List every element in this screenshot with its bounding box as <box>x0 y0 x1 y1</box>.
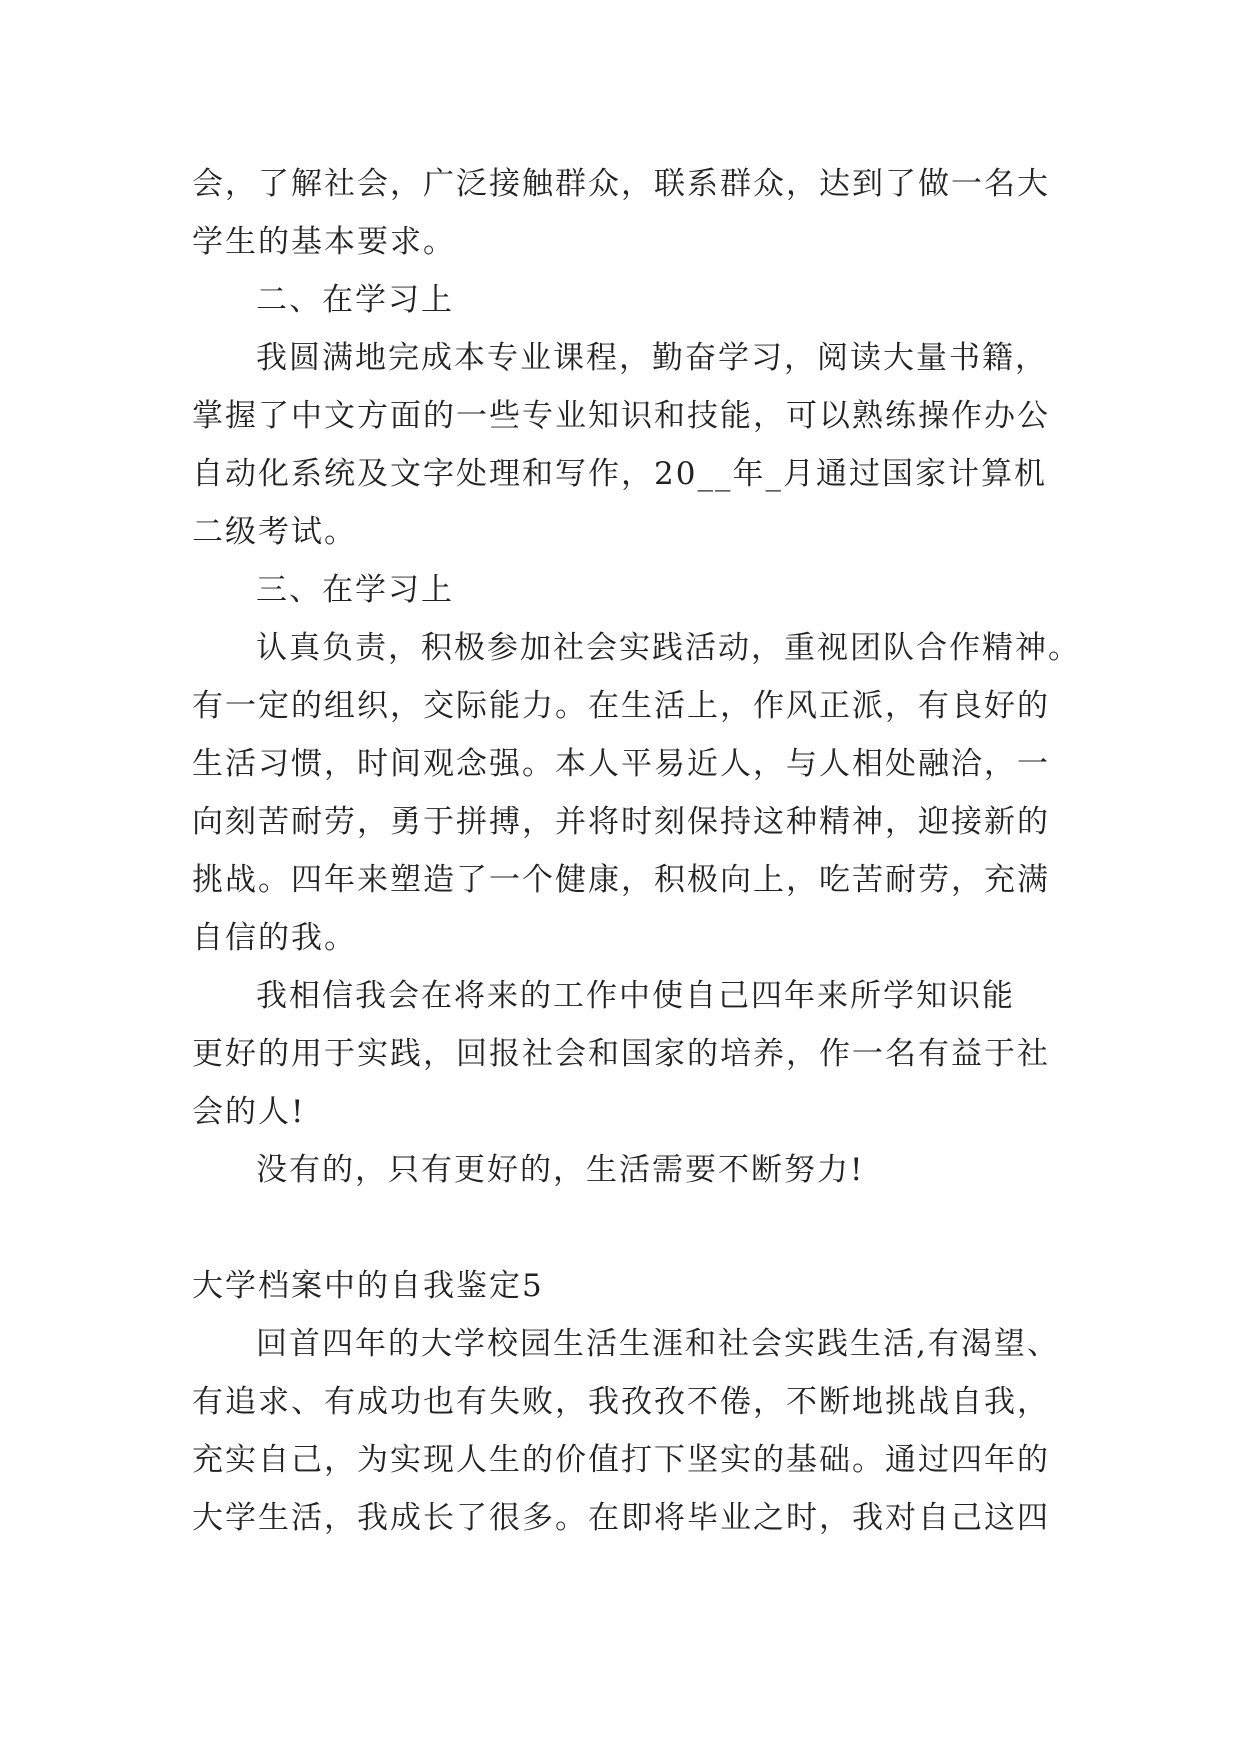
text-line: 大学生活，我成长了很多。在即将毕业之时，我对自己这四 <box>192 1500 1050 1536</box>
text-line: 挑战。四年来塑造了一个健康，积极向上，吃苦耐劳，充满 <box>192 862 1050 898</box>
paragraph-3 <box>192 619 1081 967</box>
paragraph-5 <box>192 1141 1072 1199</box>
document-body <box>192 155 1081 1547</box>
paragraph-1 <box>192 155 1072 271</box>
paragraph-4 <box>192 967 1072 1141</box>
text-line: 更好的用于实践，回报社会和国家的培养，作一名有益于社 <box>192 1036 1050 1072</box>
text-line: 生活习惯，时间观念强。本人平易近人，与人相处融洽，一 <box>192 746 1050 782</box>
text-line: 认真负责，积极参加社会实践活动，重视团队合作精神。 <box>256 630 1081 666</box>
text-line: 回首四年的大学校园生活生涯和社会实践生活,有渴望、 <box>256 1326 1060 1362</box>
text-line: 我相信我会在将来的工作中使自己四年来所学知识能 <box>256 978 1015 1014</box>
text-line: 学生的基本要求。 <box>192 224 456 260</box>
text-line: 自信的我。 <box>192 920 357 956</box>
paragraph-6 <box>192 1315 1072 1547</box>
text-line: 自动化系统及文字处理和写作，20__年_月通过国家计算机 <box>192 456 1047 492</box>
heading-2: 二、在学习上 <box>256 282 454 318</box>
section-spacer <box>192 1199 1072 1257</box>
text-line: 二级考试。 <box>192 514 357 550</box>
paragraph-2 <box>192 329 1072 561</box>
section-title: 大学档案中的自我鉴定5 <box>192 1268 544 1304</box>
text-line: 充实自己，为实现人生的价值打下坚实的基础。通过四年的 <box>192 1442 1050 1478</box>
text-line: 有一定的组织，交际能力。在生活上，作风正派，有良好的 <box>192 688 1050 724</box>
text-line: 掌握了中文方面的一些专业知识和技能，可以熟练操作办公 <box>192 398 1050 434</box>
text-line: 会，了解社会，广泛接触群众，联系群众，达到了做一名大 <box>192 166 1050 202</box>
text-line: 会的人! <box>192 1094 306 1130</box>
heading-3: 三、在学习上 <box>256 572 454 608</box>
text-line: 有追求、有成功也有失败，我孜孜不倦，不断地挑战自我， <box>192 1384 1050 1420</box>
text-line: 向刻苦耐劳，勇于拼搏，并将时刻保持这种精神，迎接新的 <box>192 804 1050 840</box>
text-line: 我圆满地完成本专业课程，勤奋学习，阅读大量书籍， <box>256 340 1048 376</box>
text-line: 没有的，只有更好的，生活需要不断努力! <box>256 1152 865 1188</box>
